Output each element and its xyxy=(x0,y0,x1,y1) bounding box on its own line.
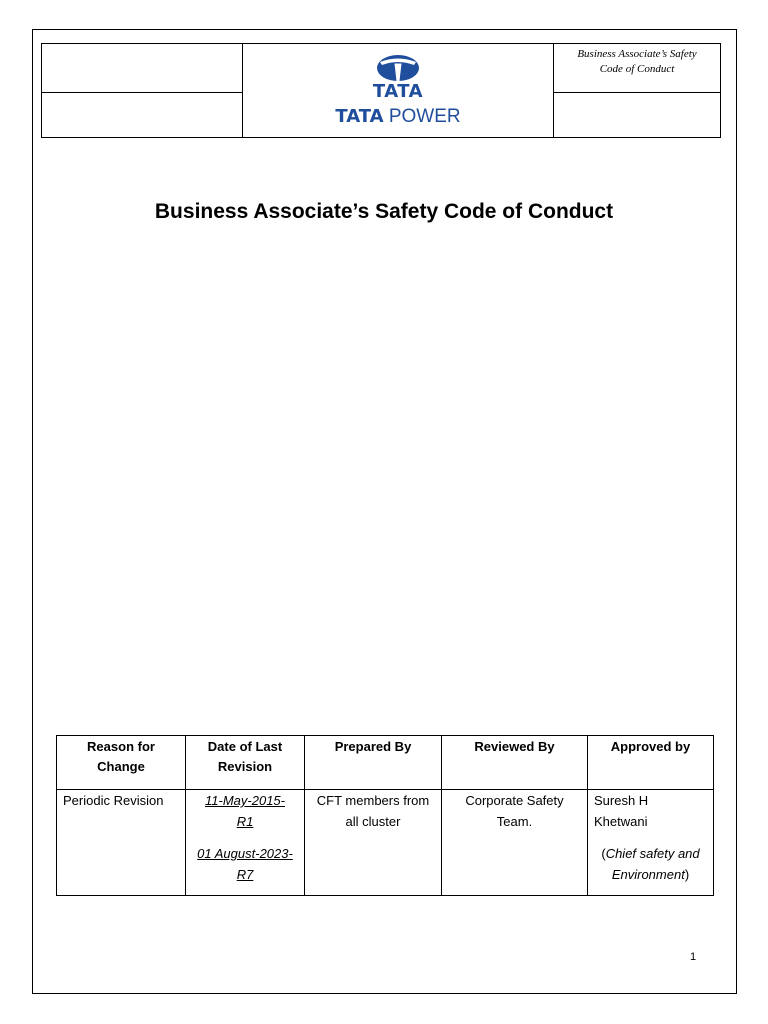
page-title: Business Associate’s Safety Code of Conduct xyxy=(154,200,614,223)
prepared-line1: CFT members from xyxy=(316,793,430,808)
header-blank-cell xyxy=(554,92,721,137)
header-date xyxy=(186,736,305,790)
role-line1-text: Chief safety and xyxy=(605,846,700,861)
revision-table xyxy=(56,735,714,896)
logo-cell xyxy=(243,44,554,138)
cell-reviewed xyxy=(442,790,588,896)
header-blank-cell xyxy=(42,44,243,93)
tata-logo-icon xyxy=(375,54,421,82)
header-approved-line1: Approved by xyxy=(610,739,691,754)
table-header-row xyxy=(57,736,714,790)
page-number: 1 xyxy=(690,951,697,963)
header-prepared xyxy=(305,736,442,790)
header-reason-line2: Change xyxy=(97,759,145,774)
header-reason xyxy=(57,736,186,790)
reason-text: Periodic Revision xyxy=(63,793,164,808)
date1-line2: R1 xyxy=(236,814,254,829)
cell-approved xyxy=(588,790,714,896)
date2-line2: R7 xyxy=(236,867,254,882)
approved-role-line2 xyxy=(594,864,707,885)
header-approved xyxy=(588,736,714,790)
approved-line2: Khetwani xyxy=(594,814,648,829)
table-row xyxy=(57,790,714,896)
logo-power-text: POWER xyxy=(383,105,461,127)
approved-role-line1 xyxy=(594,843,707,864)
header-reason-line1: Reason for xyxy=(87,739,155,754)
cell-date xyxy=(186,790,305,896)
doc-ref-line2: Code of Conduct xyxy=(599,63,675,75)
role-line2-text: Environment xyxy=(611,867,685,882)
header-blank-cell xyxy=(42,92,243,137)
header-date-line1: Date of Last xyxy=(207,739,283,754)
header-date-line2: Revision xyxy=(217,759,273,774)
reviewed-line2: Team. xyxy=(496,814,533,829)
logo-tata-text: TATA xyxy=(335,105,384,127)
logo-wordmark: TATA xyxy=(372,80,424,102)
cell-prepared xyxy=(305,790,442,896)
prepared-line2: all cluster xyxy=(345,814,401,829)
doc-ref-cell xyxy=(554,44,721,93)
doc-ref-line1: Business Associate’s Safety xyxy=(577,48,697,60)
role-close-paren: ) xyxy=(684,867,690,882)
header-reviewed-line1: Reviewed By xyxy=(474,739,555,754)
reviewed-line1: Corporate Safety xyxy=(465,793,564,808)
header-reviewed xyxy=(442,736,588,790)
logo-tata-power xyxy=(335,106,460,128)
date2-line1: 01 August-2023- xyxy=(197,846,293,861)
role-open-paren: ( xyxy=(601,846,606,861)
cell-reason xyxy=(57,790,186,896)
tata-power-logo xyxy=(243,54,553,128)
approved-line1: Suresh H xyxy=(594,793,649,808)
header-prepared-line1: Prepared By xyxy=(334,739,412,754)
header-table xyxy=(41,43,721,138)
date1-line1: 11-May-2015- xyxy=(205,793,285,808)
